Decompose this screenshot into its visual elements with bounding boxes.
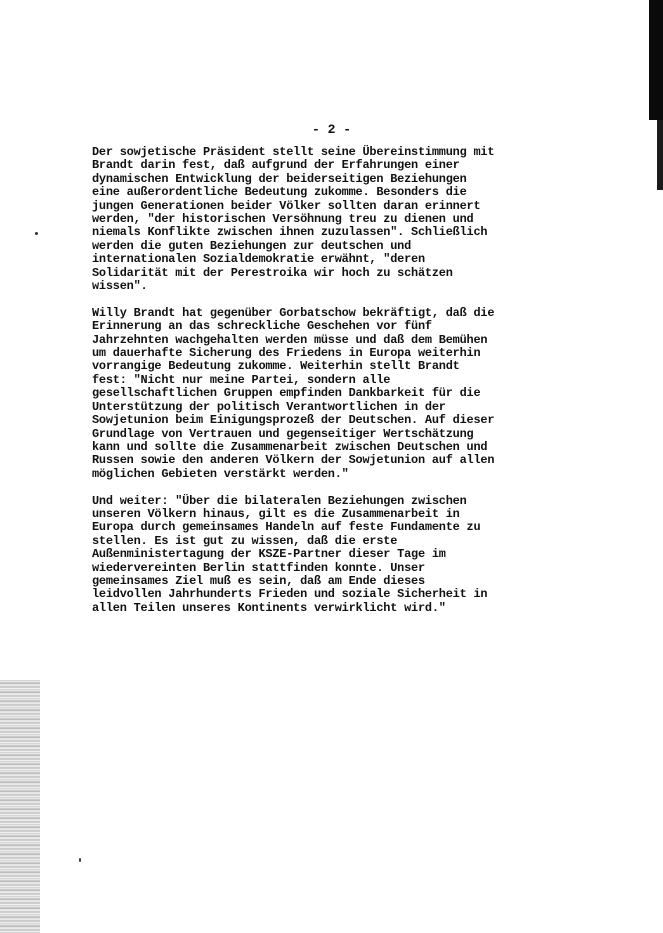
text-line: wiedervereinten Berlin stattfinden konnte. Unser: [92, 560, 425, 575]
text-line: Russen sowie den anderen Völkern der Sowjetunion auf allen: [92, 453, 495, 468]
text-line: internationalen Sozialdemokratie erwähnt, "deren: [92, 252, 425, 267]
text-line: dynamischen Entwicklung der beiderseitigen Beziehungen: [92, 171, 467, 186]
text-line: Erinnerung an das schreckliche Geschehen vor fünf: [92, 319, 432, 334]
text-line: niemals Konflikte zwischen ihnen zuzulassen". Schließlich: [92, 225, 488, 240]
text-line: stellen. Es ist gut zu wissen, daß die erste: [92, 533, 398, 548]
text-line: Brandt darin fest, daß aufgrund der Erfahrungen einer: [92, 158, 460, 173]
text-line: Willy Brandt hat gegenüber Gorbatschow bekräftigt, daß die: [92, 305, 495, 320]
text-line: gemeinsames Ziel muß es sein, daß am Ende dieses: [92, 573, 425, 588]
text-line: wissen".: [92, 279, 148, 294]
text-line: Außenministertagung der KSZE-Partner dieser Tage im: [92, 547, 446, 562]
text-line: möglichen Gebieten verstärkt werden.": [92, 466, 349, 481]
text-line: gesellschaftlichen Gruppen empfinden Dankbarkeit für die: [92, 386, 481, 401]
text-line: Der sowjetische Präsident stellt seine Übereinstimmung mit: [92, 145, 495, 159]
paragraph-2: [92, 307, 522, 481]
text-line: Jahrzehnten wachgehalten werden müsse und daß dem Bemühen: [92, 332, 488, 347]
text-line: Grundlage von Vertrauen und gegenseitiger Wertschätzung: [92, 426, 474, 441]
paragraph-1: [92, 146, 522, 293]
text-line: unseren Völkern hinaus, gilt es die Zusammenarbeit in: [92, 506, 460, 521]
scan-speck: [79, 858, 81, 862]
text-line: Europa durch gemeinsames Handeln auf feste Fundamente zu: [92, 520, 481, 535]
body-text: [92, 146, 522, 629]
text-line: Unterstützung der politisch Verantwortlichen in der: [92, 399, 446, 414]
text-line: vorrangige Bedeutung zukomme. Weiterhin stellt Brandt: [92, 359, 460, 374]
page-number: - 2 -: [311, 122, 351, 137]
text-line: werden die guten Beziehungen zur deutschen und: [92, 238, 412, 253]
text-line: Solidarität mit der Perestroika wir hoch zu schätzen: [92, 265, 453, 280]
text-line: leidvollen Jahrhunderts Frieden und soziale Sicherheit in: [92, 587, 488, 602]
text-line: Sowjetunion beim Einigungsprozeß der Deutschen. Auf dieser: [92, 413, 495, 428]
paragraph-3: [92, 495, 522, 616]
scan-speck: [35, 232, 38, 235]
text-line: werden, "der historischen Versöhnung treu zu dienen und: [92, 212, 474, 227]
text-line: allen Teilen unseres Kontinents verwirklicht wird.": [92, 600, 446, 615]
text-line: kann und sollte die Zusammenarbeit zwischen Deutschen und: [92, 439, 488, 454]
text-line: jungen Generationen beider Völker sollten daran erinnert: [92, 198, 481, 213]
text-line: um dauerhafte Sicherung des Friedens in Europa weiterhin: [92, 346, 481, 361]
scan-shadow-top-right: [649, 0, 663, 120]
text-line: Und weiter: "Über die bilateralen Beziehungen zwischen: [92, 493, 467, 508]
text-line: fest: "Nicht nur meine Partei, sondern alle: [92, 372, 391, 387]
scan-shadow-bottom-left: [0, 680, 40, 933]
text-line: eine außerordentliche Bedeutung zukomme. Besonders die: [92, 185, 467, 200]
